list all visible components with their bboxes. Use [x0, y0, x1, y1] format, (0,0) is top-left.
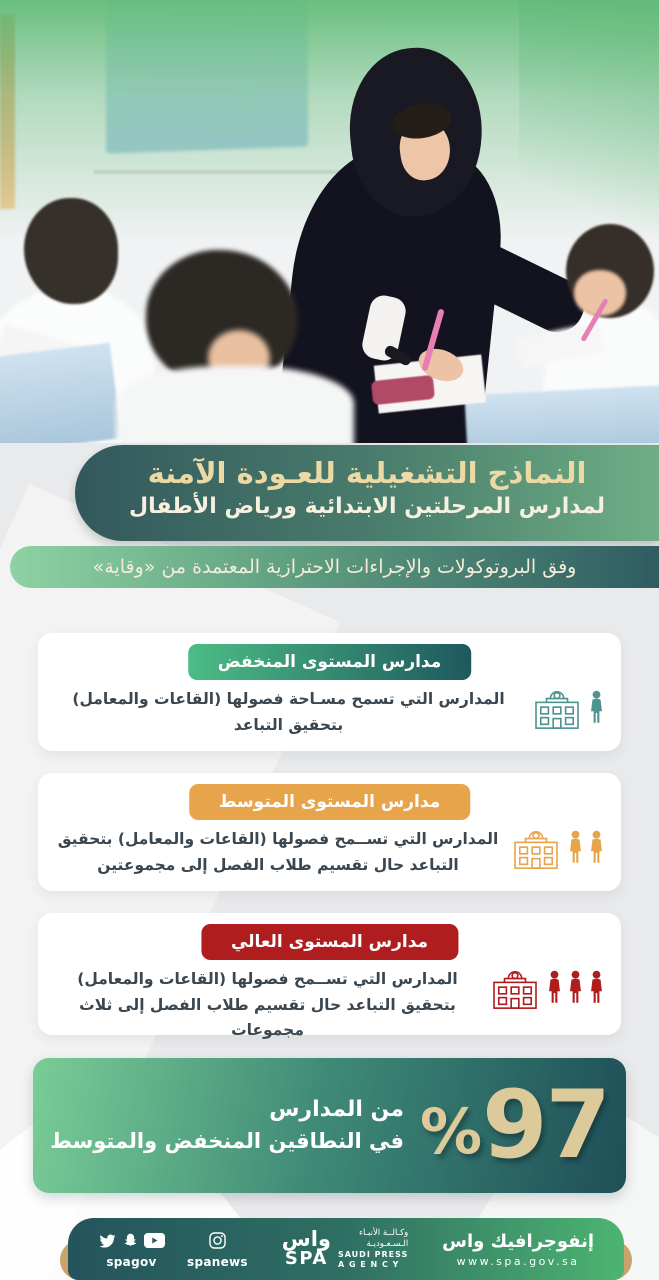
card-medium-level — [38, 773, 621, 891]
badge-label: مدارس المستوى المنخفض — [217, 652, 442, 672]
footer-bar — [68, 1218, 624, 1280]
school-building-icon — [533, 689, 581, 731]
spagov-social-links[interactable] — [98, 1230, 165, 1269]
badge-label: مدارس المستوى المتوسط — [218, 792, 441, 812]
spanews-handle[interactable]: spanews — [187, 1254, 248, 1269]
card-description: المدارس التي تســمح فصولها (القاعات والمعامل) بتحقيق التباعد حال تقسيم طلاب الفصل إلى مجموعتين — [57, 830, 499, 874]
percent-sign: % — [419, 1094, 483, 1168]
person-icon — [588, 969, 605, 1005]
card-low-level — [38, 633, 621, 751]
badge-high-level — [201, 924, 458, 960]
classroom-photo — [0, 0, 659, 443]
spa-agency-name — [338, 1228, 408, 1269]
person-icon — [588, 689, 605, 725]
stat-value: 97 — [482, 1070, 609, 1180]
spa-logo-latin: SPA — [284, 1248, 328, 1270]
badge-medium-level — [189, 784, 470, 820]
person-icon — [567, 969, 584, 1005]
spa-logo-arabic: واس — [281, 1227, 331, 1252]
desk-left — [0, 343, 121, 443]
title-banner — [75, 445, 659, 541]
spa-logo-block — [281, 1227, 331, 1270]
protocol-text: وفق البروتوكولات والإجراءات الاحترازية المعتمدة من «وقاية» — [92, 556, 577, 578]
snapchat-icon[interactable] — [122, 1232, 139, 1249]
card-description: المدارس التي تسمح مسـاحة فصولها (القاعات والمعامل) بتحقيق التباعد — [72, 690, 505, 734]
social-zone — [98, 1230, 248, 1269]
protocol-banner — [10, 546, 659, 588]
badge-label: مدارس المستوى العالي — [230, 932, 429, 952]
badge-low-level — [188, 644, 472, 680]
twitter-icon[interactable] — [98, 1233, 117, 1249]
person-icon — [588, 829, 605, 865]
spagov-handle[interactable]: spagov — [106, 1254, 157, 1269]
instagram-icon[interactable] — [208, 1231, 227, 1250]
student-1-head — [24, 198, 118, 304]
agency-name-en-2: A G E N C Y — [337, 1259, 400, 1269]
page-subtitle: لمدارس المرحلتين الابتدائية ورياض الأطفال — [128, 494, 606, 520]
spa-logo — [282, 1228, 409, 1269]
stat-caption-line1: من المدارس — [269, 1097, 404, 1123]
website-link[interactable]: www.spa.gov.sa — [456, 1254, 580, 1268]
agency-name-en-1: SAUDI PRESS — [337, 1249, 409, 1259]
card-description: المدارس التي تســمح فصولها (القاعات والمعامل) بتحقيق التباعد حال تقسيم طلاب الفصل إلى ثلاث مجموعات — [77, 970, 458, 1040]
stat-number — [419, 1070, 609, 1180]
card-icons-high — [491, 967, 605, 1011]
desk-right — [464, 385, 659, 443]
school-building-icon — [491, 969, 539, 1011]
infographic-brand: إنفوجرافيك واس — [442, 1230, 594, 1252]
spanews-social-link[interactable] — [187, 1230, 248, 1269]
person-icon — [567, 829, 584, 865]
page-title: النماذج التشغيلية للعـودة الآمنة — [147, 456, 587, 490]
school-building-icon — [512, 829, 560, 871]
stat-caption-line2: في النطاقين المنخفض والمتوسط — [50, 1129, 404, 1154]
brand-zone — [442, 1231, 594, 1268]
agency-name-ar-1: وكـالــة الأنبـاء — [358, 1228, 409, 1239]
person-icon — [546, 969, 563, 1005]
card-icons-low — [533, 687, 605, 731]
student-figure-2 — [116, 366, 354, 443]
card-high-level — [38, 913, 621, 1040]
card-icons-medium — [512, 827, 605, 871]
stat-box — [33, 1058, 626, 1193]
youtube-icon[interactable] — [144, 1233, 165, 1248]
agency-name-ar-2: الـسـعـوديـة — [366, 1239, 409, 1249]
